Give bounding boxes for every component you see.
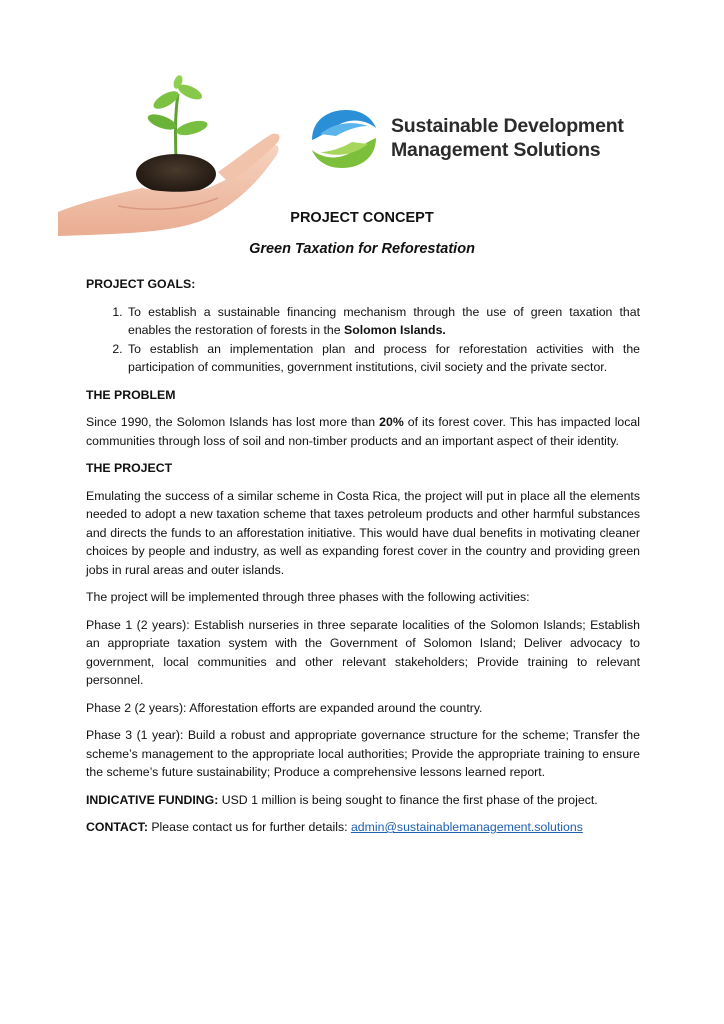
problem-text: Since 1990, the Solomon Islands has lost more than — [86, 415, 380, 429]
brand-line-2: Management Solutions — [391, 139, 601, 161]
problem-heading: THE PROBLEM — [86, 387, 176, 402]
goals-list — [86, 303, 640, 377]
contact-label: CONTACT: — [86, 820, 148, 834]
brand-name — [391, 114, 624, 162]
funding-text: USD 1 million is being sought to finance the first phase of the project. — [218, 792, 598, 807]
problem-text-continued: of its forest cover. This has impacted local communities through loss of soil and non-timber products and an important aspect of their identity. — [86, 415, 640, 448]
phases-intro: The project will be implemented through three phases with the following activities: — [86, 590, 530, 604]
contact-text: Please contact us for further details: — [147, 820, 351, 834]
funding-paragraph — [86, 791, 640, 810]
phase-2: Phase 2 (2 years): Afforestation efforts are expanded around the country. — [86, 700, 483, 715]
goals-heading: PROJECT GOALS: — [86, 277, 196, 291]
goal-item — [126, 303, 640, 340]
company-logo — [306, 106, 382, 172]
page-title: PROJECT CONCEPT — [290, 210, 434, 226]
goal-item-text: To establish a sustainable financing mechanism through the use of green taxation that enables the restoration of forests in the — [128, 304, 640, 337]
project-paragraph: Emulating the success of a similar scheme in Costa Rica, the project will put in place all the elements needed to adopt a new taxation scheme that taxes petroleum products and other harmful substances and directs the funds to an afforestation initiative. This would have dual benefits in motivating cleaner choices by people and industry, as well as expanding forest cover in the country and providing green jobs in rural areas and outer islands. — [86, 488, 640, 577]
contact-paragraph — [86, 818, 640, 837]
phase-1: Phase 1 (2 years): Establish nurseries in three separate localities of the Solomon Islands; Establish an appropriate taxation system with the Government of Solomon Island; Deliver advocacy to government, local communities and other relevant stakeholders; Provide training to relevant personnel. — [86, 617, 640, 687]
phase-3: Phase 3 (1 year): Build a robust and appropriate governance structure for the scheme; Transfer the scheme’s management to the appropriate local authorities; Provide the appropriate training to ensure the scheme’s future sustainability; Produce a comprehensive lessons learned report. — [86, 728, 640, 779]
problem-paragraph — [86, 413, 640, 450]
goal-item: 2. To establish an implementation plan and process for reforestation activities with the participation of communities, government institutions, civil society and the private sector. — [126, 340, 640, 377]
project-heading: THE PROJECT — [86, 461, 173, 475]
contact-email-link[interactable]: admin@sustainablemanagement.solutions — [350, 820, 583, 834]
page-subtitle: Green Taxation for Reforestation — [249, 241, 475, 257]
brand-line-1: Sustainable Development — [391, 115, 624, 137]
document-body — [86, 275, 640, 846]
problem-percentage: 20% — [379, 415, 404, 429]
goal-item-emphasis: Solomon Islands. — [344, 323, 446, 337]
funding-label: INDICATIVE FUNDING: — [86, 792, 219, 807]
